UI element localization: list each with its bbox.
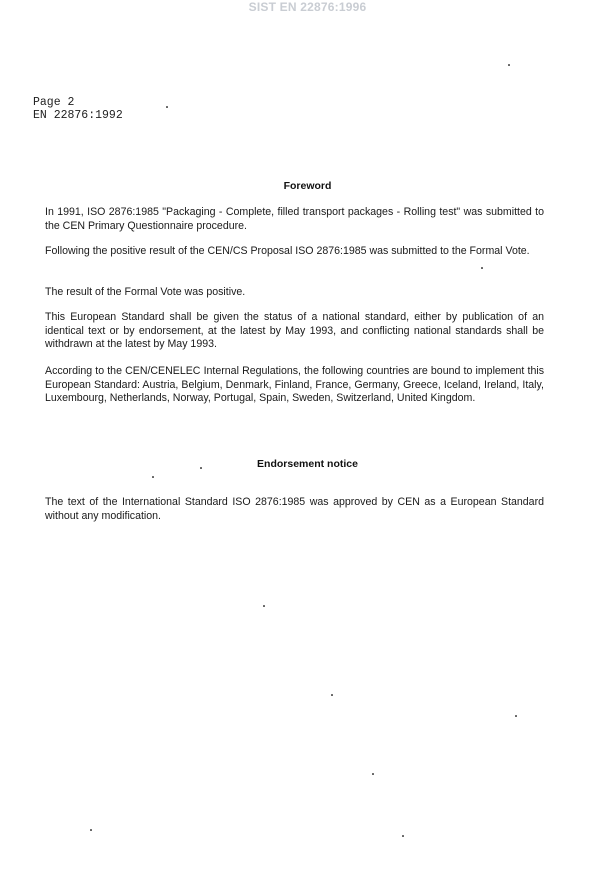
foreword-paragraph: Following the positive result of the CEN/CS Proposal ISO 2876:1985 was submitted to the Formal Vote. [45, 245, 530, 257]
scan-speck [263, 605, 265, 607]
scan-speck [372, 773, 374, 775]
standard-reference: EN 22876:1992 [33, 109, 123, 122]
endorsement-heading: Endorsement notice [257, 458, 358, 470]
endorsement-paragraph: The text of the International Standard ISO 2876:1985 was approved by CEN as a European Standard without any modification. [45, 496, 544, 522]
scan-speck [152, 476, 154, 478]
watermark: SIST EN 22876:1996 [248, 0, 367, 14]
foreword-paragraph: According to the CEN/CENELEC Internal Regulations, the following countries are bound to implement this European Standard: Austria, Belgium, Denmark, Finland, France, Germany, Greece, Iceland, Ireland, Italy, Luxembourg, Netherlands, Norway, Portugal, Spain, Sweden, Switzerland, United Kingdom. [45, 365, 544, 404]
scan-speck [481, 267, 483, 269]
scan-speck [515, 715, 517, 717]
scan-speck [166, 106, 168, 108]
page-number: Page 2 [33, 96, 75, 109]
foreword-paragraph: In 1991, ISO 2876:1985 "Packaging - Complete, filled transport packages - Rolling test" was submitted to the CEN Primary Questionnaire procedure. [45, 206, 544, 232]
scan-speck [331, 694, 333, 696]
foreword-paragraph: The result of the Formal Vote was positive. [45, 286, 246, 298]
foreword-paragraph: This European Standard shall be given the status of a national standard, either by publication of an identical text or by endorsement, at the latest by May 1993, and conflicting national standards shall be withdrawn at the latest by May 1993. [45, 311, 544, 350]
page-header [33, 96, 123, 122]
scan-speck [90, 829, 92, 831]
scan-speck [402, 835, 404, 837]
scan-speck [200, 467, 202, 469]
foreword-heading: Foreword [283, 180, 332, 192]
scan-speck [508, 64, 510, 66]
